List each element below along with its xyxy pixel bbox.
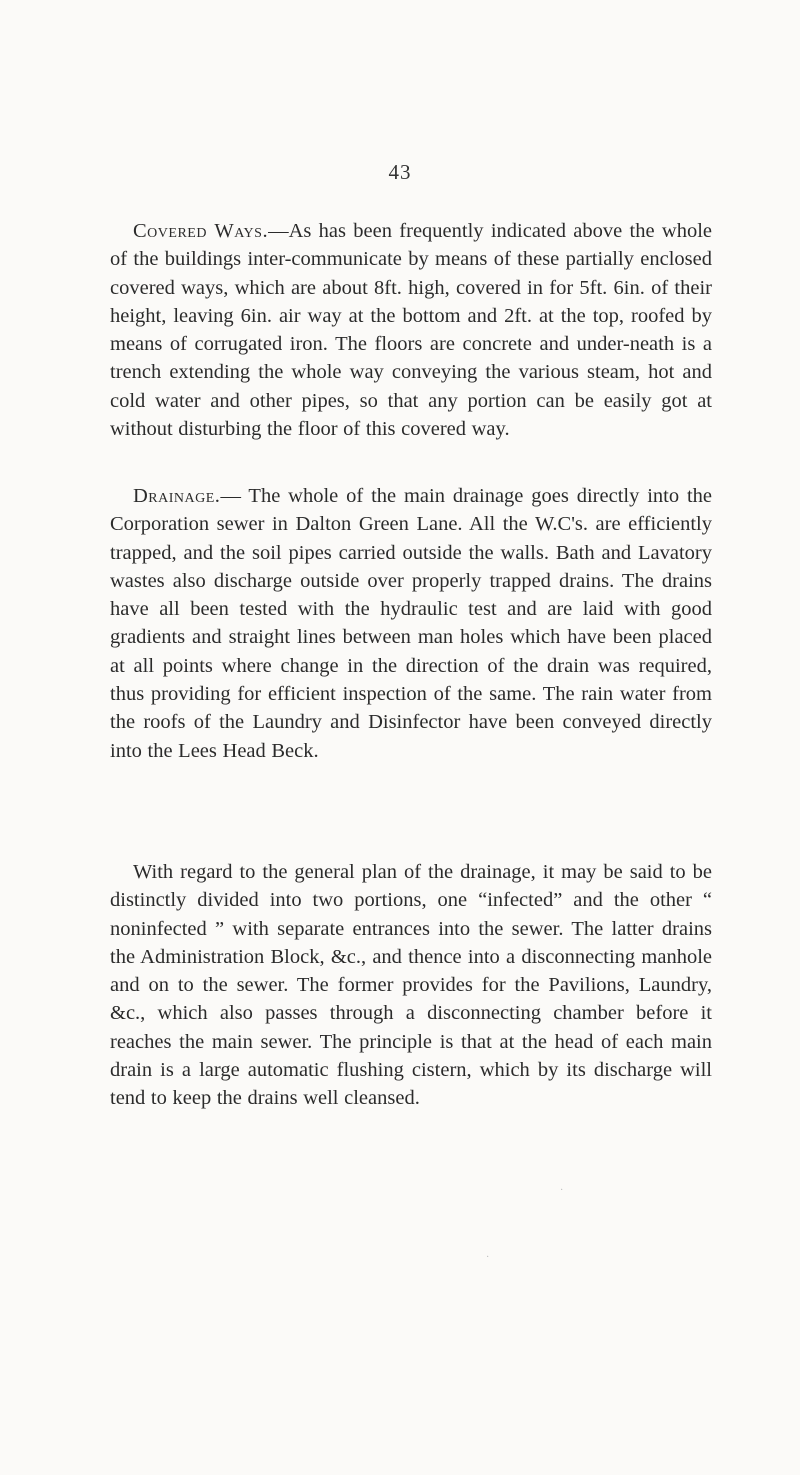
section-heading-covered-ways: Covered Ways.	[133, 220, 269, 242]
paragraph-drainage-plan	[110, 858, 712, 1125]
paragraph-covered-ways	[110, 217, 712, 455]
page-number: 43	[388, 160, 412, 184]
speck-mark: ·	[486, 1252, 490, 1263]
paragraph-drainage	[110, 482, 712, 777]
section-heading-drainage: Drainage.	[133, 485, 221, 507]
speck-mark: ·	[560, 1185, 564, 1196]
paragraph-text: —As has been frequently indicated above the whole of the buildings inter-communicate by means of these partially enclosed covered ways, which are about 8ft. high, covered in for 5ft. 6in. of their height, leaving 6in. air way at the bottom and 2ft. at the top, roofed by means of corrugated iron. The floors are concrete and under-neath is a trench extending the whole way conveying the various steam, hot and cold water and other pipes, so that any portion can be easily got at without disturbing the floor of this covered way.	[110, 220, 712, 441]
paragraph-text: With regard to the general plan of the drainage, it may be said to be distinctly divided into two portions, one “infected” and the other “ noninfected ” with separate entrances into the sewer. The latter drains the Administration Block, &c., and thence into a disconnecting manhole and on to the sewer. The former provides for the Pavilions, Laundry, &c., which also passes through a disconnecting chamber before it reaches the main sewer. The principle is that at the head of each main drain is a large automatic flushing cistern, which by its discharge will tend to keep the drains well cleansed.	[110, 861, 712, 1110]
paragraph-text: — The whole of the main drainage goes directly into the Corporation sewer in Dalton Green Lane. All the W.C's. are efficiently trapped, and the soil pipes carried outside the walls. Bath and Lavatory wastes also discharge outside over properly trapped drains. The drains have all been tested with the hydraulic test and are laid with good gradients and straight lines between man holes which have been placed at all points where change in the direction of the drain was required, thus providing for efficient inspection of the same. The rain water from the roofs of the Laundry and Disinfector have been conveyed directly into the Lees Head Beck.	[110, 485, 712, 762]
